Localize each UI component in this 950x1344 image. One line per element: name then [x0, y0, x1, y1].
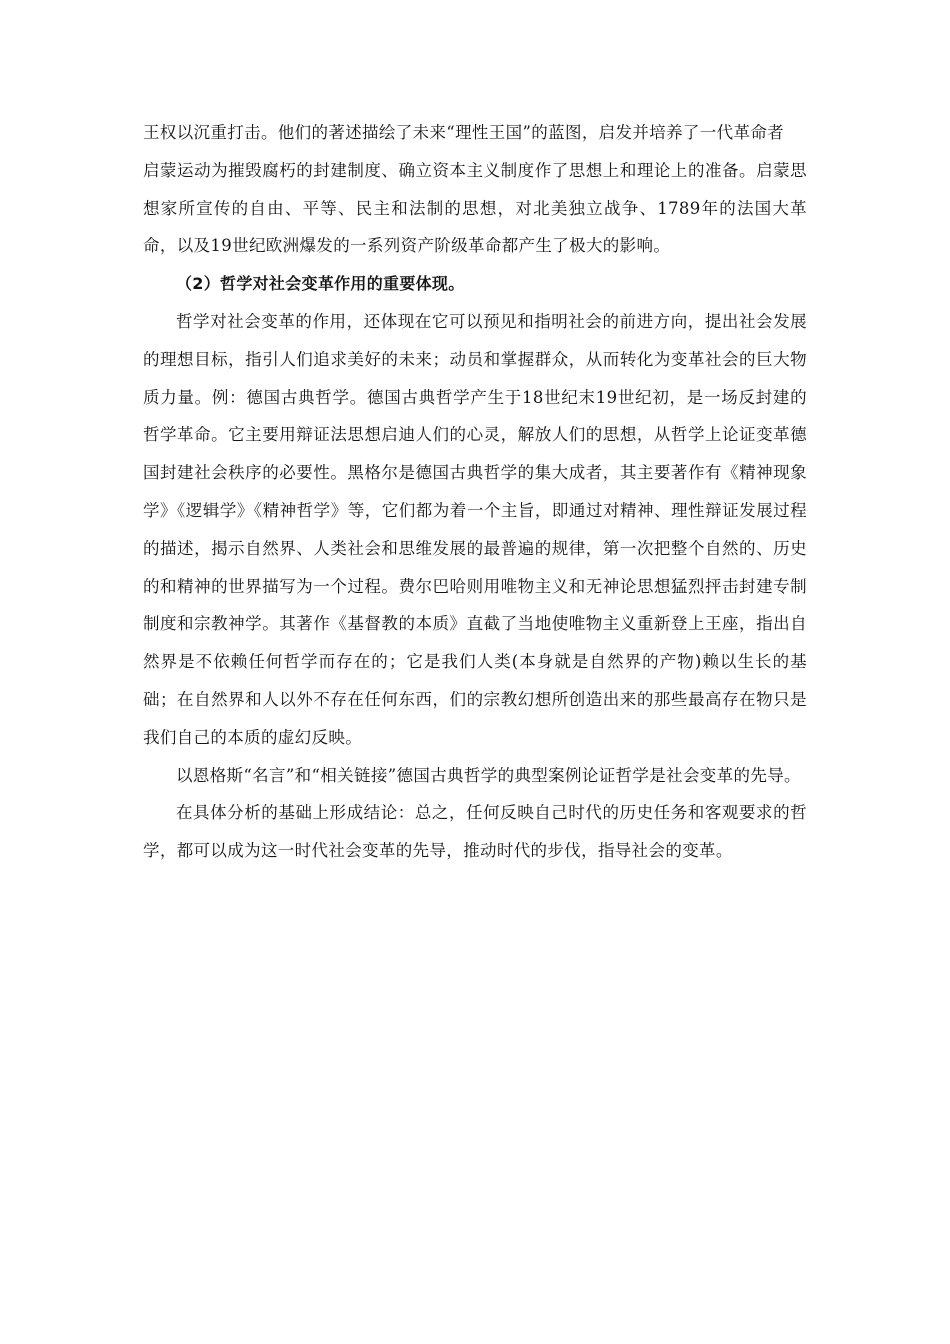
paragraph-german-philosophy: 哲学对社会变革的作用，还体现在它可以预见和指明社会的前进方向，提出社会发展的理想目标，指引人们追求美好的未来；动员和掌握群众，从而转化为变革社会的巨大物质力量。例：德国古典哲学。德国古典哲学产生于18世纪末19世纪初，是一场反封建的哲学革命。它主要用辩证法思想启迪人们的心灵，解放人们的思想，从哲学上论证变革德国封建社会秩序的必要性。黑格尔是德国古典哲学的集大成者，其主要著作有《精神现象学》《逻辑学》《精神哲学》等，它们都为着一个主旨，即通过对精神、理性辩证发展过程的描述，揭示自然界、人类社会和思维发展的最普遍的规律，第一次把整个自然的、历史的和精神的世界描写为一个过程。费尔巴哈则用唯物主义和无神论思想猛烈抨击封建专制制度和宗教神学。其著作《基督教的本质》直截了当地使唯物主义重新登上王座，指出自然界是不依赖任何哲学而存在的；它是我们人类(本身就是自然界的产物)赖以生长的基础；在自然界和人以外不存在任何东西，们的宗教幻想所创造出来的那些最高存在物只是我们自己的本质的虚幻反映。 [143, 311, 807, 747]
paragraph-continuation: 王权以沉重打击。他们的著述描绘了未来“理性王国”的蓝图，启发并培养了一代革命者 [143, 123, 785, 142]
paragraph-conclusion: 在具体分析的基础上形成结论：总之，任何反映自己时代的历史任务和客观要求的哲学，都可以成为这一时代社会变革的先导，推动时代的步伐，指导社会的变革。 [143, 803, 807, 861]
section-heading: （2）哲学对社会变革作用的重要体现。 [176, 274, 465, 294]
paragraph-engels-quote: 以恩格斯“名言”和“相关链接”德国古典哲学的典型案例论证哲学是社会变革的先导。 [176, 765, 801, 785]
paragraph-enlightenment: 启蒙运动为摧毁腐朽的封建制度、确立资本主义制度作了思想上和理论上的准备。启蒙思想家所宣传的自由、平等、民主和法制的思想，对北美独立战争、1789年的法国大革命，以及19世纪欧洲爆发的一系列资产阶级革命都产生了极大的影响。 [143, 160, 807, 256]
document-body [143, 114, 807, 870]
